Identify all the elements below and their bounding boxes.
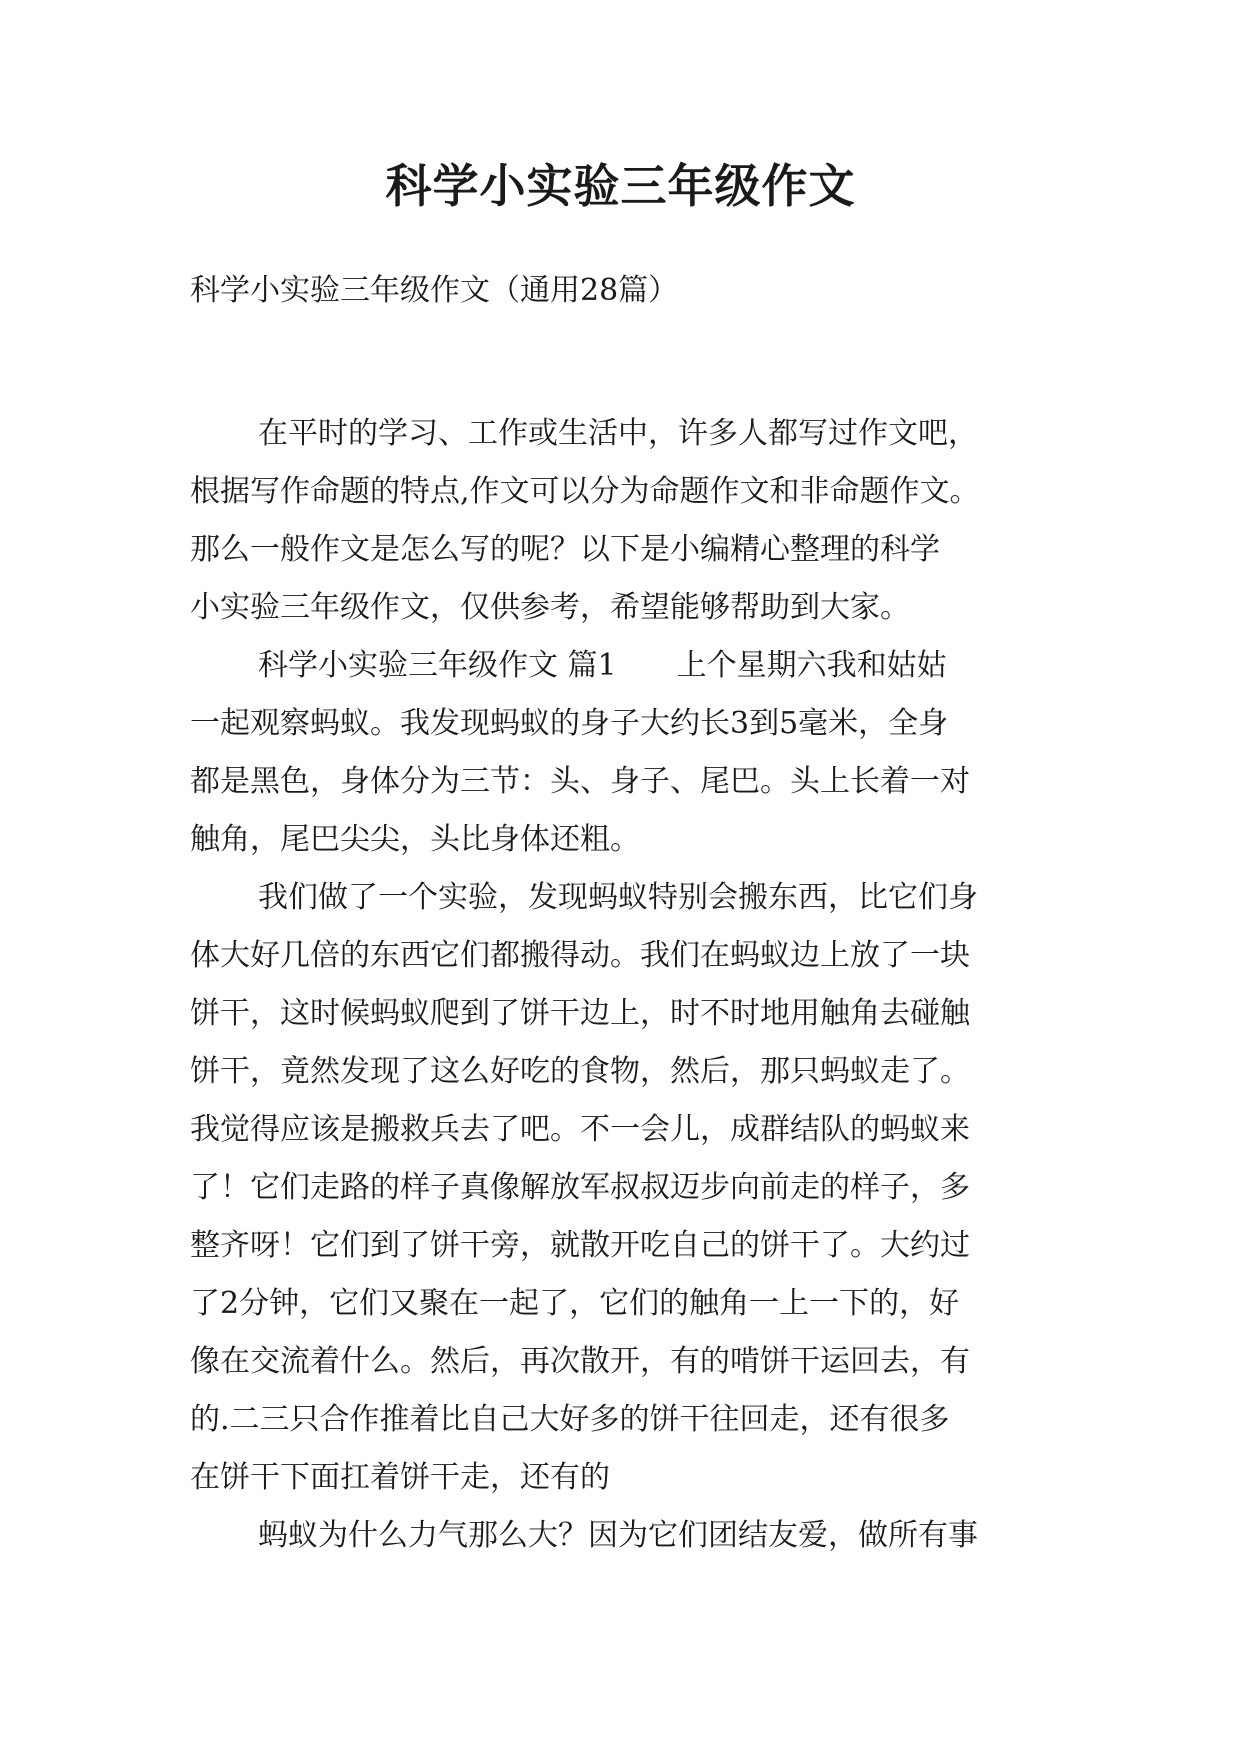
text-line: 都是黑色，身体分为三节：头、身子、尾巴。头上长着一对: [190, 764, 970, 799]
document-subtitle: 科学小实验三年级作文（通用28篇）: [190, 273, 679, 308]
document-body: [190, 405, 1090, 1565]
text-line: 小实验三年级作文，仅供参考，希望能够帮助到大家。: [190, 590, 910, 625]
text-line: 了2分钟，它们又聚在一起了，它们的触角一上一下的，好: [190, 1286, 960, 1321]
text-line: 蚂蚁为什么力气那么大？因为它们团结友爱，做所有事: [258, 1518, 978, 1553]
text-line: 我们做了一个实验，发现蚂蚁特别会搬东西，比它们身: [258, 880, 978, 915]
text-line: 那么一般作文是怎么写的呢？以下是小编精心整理的科学: [190, 532, 940, 567]
text-line: 触角，尾巴尖尖，头比身体还粗。: [190, 822, 640, 857]
text-line: 科学小实验三年级作文 篇1 上个星期六我和姑姑: [258, 648, 947, 683]
text-line: 整齐呀！它们到了饼干旁，就散开吃自己的饼干了。大约过: [190, 1228, 970, 1263]
text-line: 体大好几倍的东西它们都搬得动。我们在蚂蚁边上放了一块: [190, 938, 970, 973]
text-line: 我觉得应该是搬救兵去了吧。不一会儿，成群结队的蚂蚁来: [190, 1112, 970, 1147]
text-line: 饼干，这时候蚂蚁爬到了饼干边上，时不时地用触角去碰触: [190, 996, 970, 1031]
text-line: 像在交流着什么。然后，再次散开，有的啃饼干运回去，有: [190, 1344, 970, 1379]
text-line: 在饼干下面扛着饼干走，还有的: [190, 1460, 610, 1495]
document-title: 科学小实验三年级作文: [385, 159, 856, 213]
text-line: 一起观察蚂蚁。我发现蚂蚁的身子大约长3到5毫米，全身: [190, 706, 949, 741]
text-line: 了！它们走路的样子真像解放军叔叔迈步向前走的样子，多: [190, 1170, 970, 1205]
text-line: 在平时的学习、工作或生活中，许多人都写过作文吧，: [258, 416, 978, 451]
text-line: 的.二三只合作推着比自己大好多的饼干往回走，还有很多: [190, 1402, 950, 1437]
text-line: 根据写作命题的特点,作文可以分为命题作文和非命题作文。: [190, 474, 980, 509]
text-line: 饼干，竟然发现了这么好吃的食物，然后，那只蚂蚁走了。: [190, 1054, 970, 1089]
